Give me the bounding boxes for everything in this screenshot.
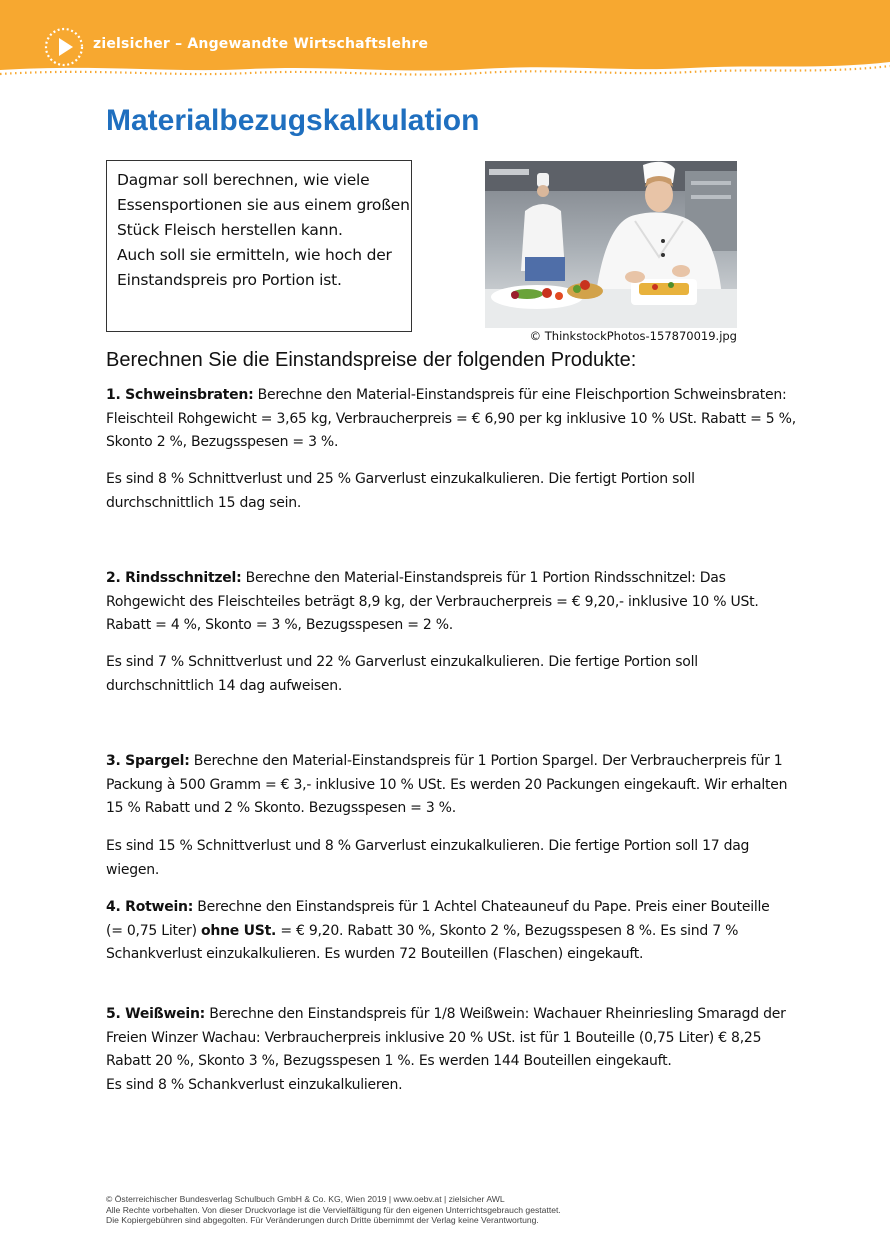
task-text: Berechne den Einstandspreis für 1/8 Weißwein: Wachauer Rheinriesling Smaragd der (205, 1006, 786, 1022)
task-line: Freien Winzer Wachau: Verbraucherpreis inklusive 20 % USt. ist für 1 Bouteille (0,75 Liter) € 8,25 (106, 1029, 762, 1046)
chef-photo (485, 161, 737, 328)
task-spargel-loss (106, 835, 786, 882)
task-text: Berechne den Einstandspreis für 1 Achtel Chateauneuf du Pape. Preis einer Bouteille (193, 899, 770, 915)
play-icon (44, 27, 84, 67)
task-line: Fleischteil Rohgewicht = 3,65 kg, Verbraucherpreis = € 6,90 per kg inklusive 10 % USt. Rabatt = 5 %, (106, 410, 796, 427)
task-line: Rabatt 20 %, Skonto 3 %, Bezugsspesen 1 %. Es werden 144 Bouteillen eingekauft. (106, 1053, 672, 1069)
task-text: Berechne den Material-Einstandspreis für 1 Portion Spargel. Der Verbraucherpreis für 1 (189, 753, 783, 769)
task-line (106, 920, 786, 944)
task-line: Es sind 8 % Schankverlust einzukalkulieren. (106, 1076, 403, 1093)
task-line: Packung à 500 Gramm = € 3,- inklusive 10 % USt. Es werden 20 Packungen eingekauft. Wir erhalten (106, 776, 788, 793)
task-spargel (106, 750, 786, 821)
task-label: 5. Weißwein: (106, 1006, 206, 1022)
page-title: Materialbezugskalkulation (106, 104, 480, 137)
task-schweinsbraten (106, 384, 796, 455)
intro-line: Einstandspreis pro Portion ist. (117, 271, 342, 289)
section-heading: Berechnen Sie die Einstandspreise der folgenden Produkte: (106, 349, 637, 371)
task-line (106, 384, 786, 408)
task-line: durchschnittlich 15 dag sein. (106, 494, 302, 511)
task-schweinsbraten-loss (106, 468, 786, 515)
task-rotwein (106, 896, 786, 967)
task-line (106, 750, 786, 774)
footer-line: © Österreichischer Bundesverlag Schulbuch GmbH & Co. KG, Wien 2019 | www.oebv.at | zielsicher AWL (106, 1194, 505, 1204)
task-label: 2. Rindsschnitzel: (106, 570, 242, 586)
task-line (106, 896, 786, 920)
copyright-footer (106, 1194, 561, 1226)
task-rindsschnitzel-loss (106, 651, 786, 698)
task-line: Es sind 15 % Schnittverlust und 8 % Garverlust einzukalkulieren. Die fertige Portion soll 17 dag (106, 838, 750, 854)
task-label: 4. Rotwein: (106, 899, 194, 915)
task-line: durchschnittlich 14 dag aufweisen. (106, 677, 343, 694)
footer-line: Alle Rechte vorbehalten. Von dieser Druckvorlage ist die Vervielfältigung für den eigenen Unterrichtsgebrauch gestattet. (106, 1204, 561, 1215)
header-banner (0, 0, 890, 82)
task-line: Es sind 8 % Schnittverlust und 25 % Garverlust einzukalkulieren. Die fertigt Portion soll (106, 471, 695, 487)
task-label: 3. Spargel: (106, 753, 190, 769)
intro-line: Stück Fleisch herstellen kann. (117, 221, 343, 239)
intro-line: Auch soll sie ermitteln, wie hoch der (117, 246, 392, 264)
task-line: wiegen. (106, 861, 160, 878)
task-emphasis: ohne USt. (200, 922, 277, 939)
task-line: Rabatt = 4 %, Skonto = 3 %, Bezugsspesen = 2 %. (106, 617, 453, 633)
task-line: Schankverlust einzukalkulieren. Es wurden 72 Bouteillen (Flaschen) eingekauft. (106, 946, 644, 962)
task-weisswein (106, 1003, 786, 1097)
task-label: 1. Schweinsbraten: (106, 387, 254, 403)
task-line (106, 567, 786, 591)
task-line: Rohgewicht des Fleischteiles beträgt 8,9 kg, der Verbraucherpreis = € 9,20,- inklusive 10 % USt. (106, 593, 759, 610)
task-line: Skonto 2 %, Bezugsspesen = 3 %. (106, 434, 339, 450)
task-text: = € 9,20. Rabatt 30 %, Skonto 2 %, Bezugsspesen 8 %. Es sind 7 % (276, 922, 739, 939)
task-rindsschnitzel (106, 567, 786, 638)
task-line (106, 1003, 786, 1027)
intro-line: Essensportionen sie aus einem großen (117, 196, 410, 214)
task-text: (= 0,75 Liter) (106, 922, 201, 939)
intro-box (106, 160, 412, 332)
brand-title: zielsicher – Angewandte Wirtschaftslehre (93, 36, 429, 52)
photo-credit: © ThinkstockPhotos-157870019.jpg (529, 329, 737, 343)
intro-line: Dagmar soll berechnen, wie viele (117, 171, 370, 189)
task-text: Berechne den Material-Einstandspreis für eine Fleischportion Schweinsbraten: (253, 387, 787, 403)
footer-line: Die Kopiergebühren sind abgegolten. Für Veränderungen durch Dritte übernimmt der Verlag keine Verantwortung. (106, 1215, 539, 1226)
task-line: 15 % Rabatt und 2 % Skonto. Bezugsspesen = 3 %. (106, 800, 456, 816)
task-text: Berechne den Material-Einstandspreis für 1 Portion Rindsschnitzel: Das (241, 570, 726, 586)
task-line: Es sind 7 % Schnittverlust und 22 % Garverlust einzukalkulieren. Die fertige Portion soll (106, 654, 698, 670)
